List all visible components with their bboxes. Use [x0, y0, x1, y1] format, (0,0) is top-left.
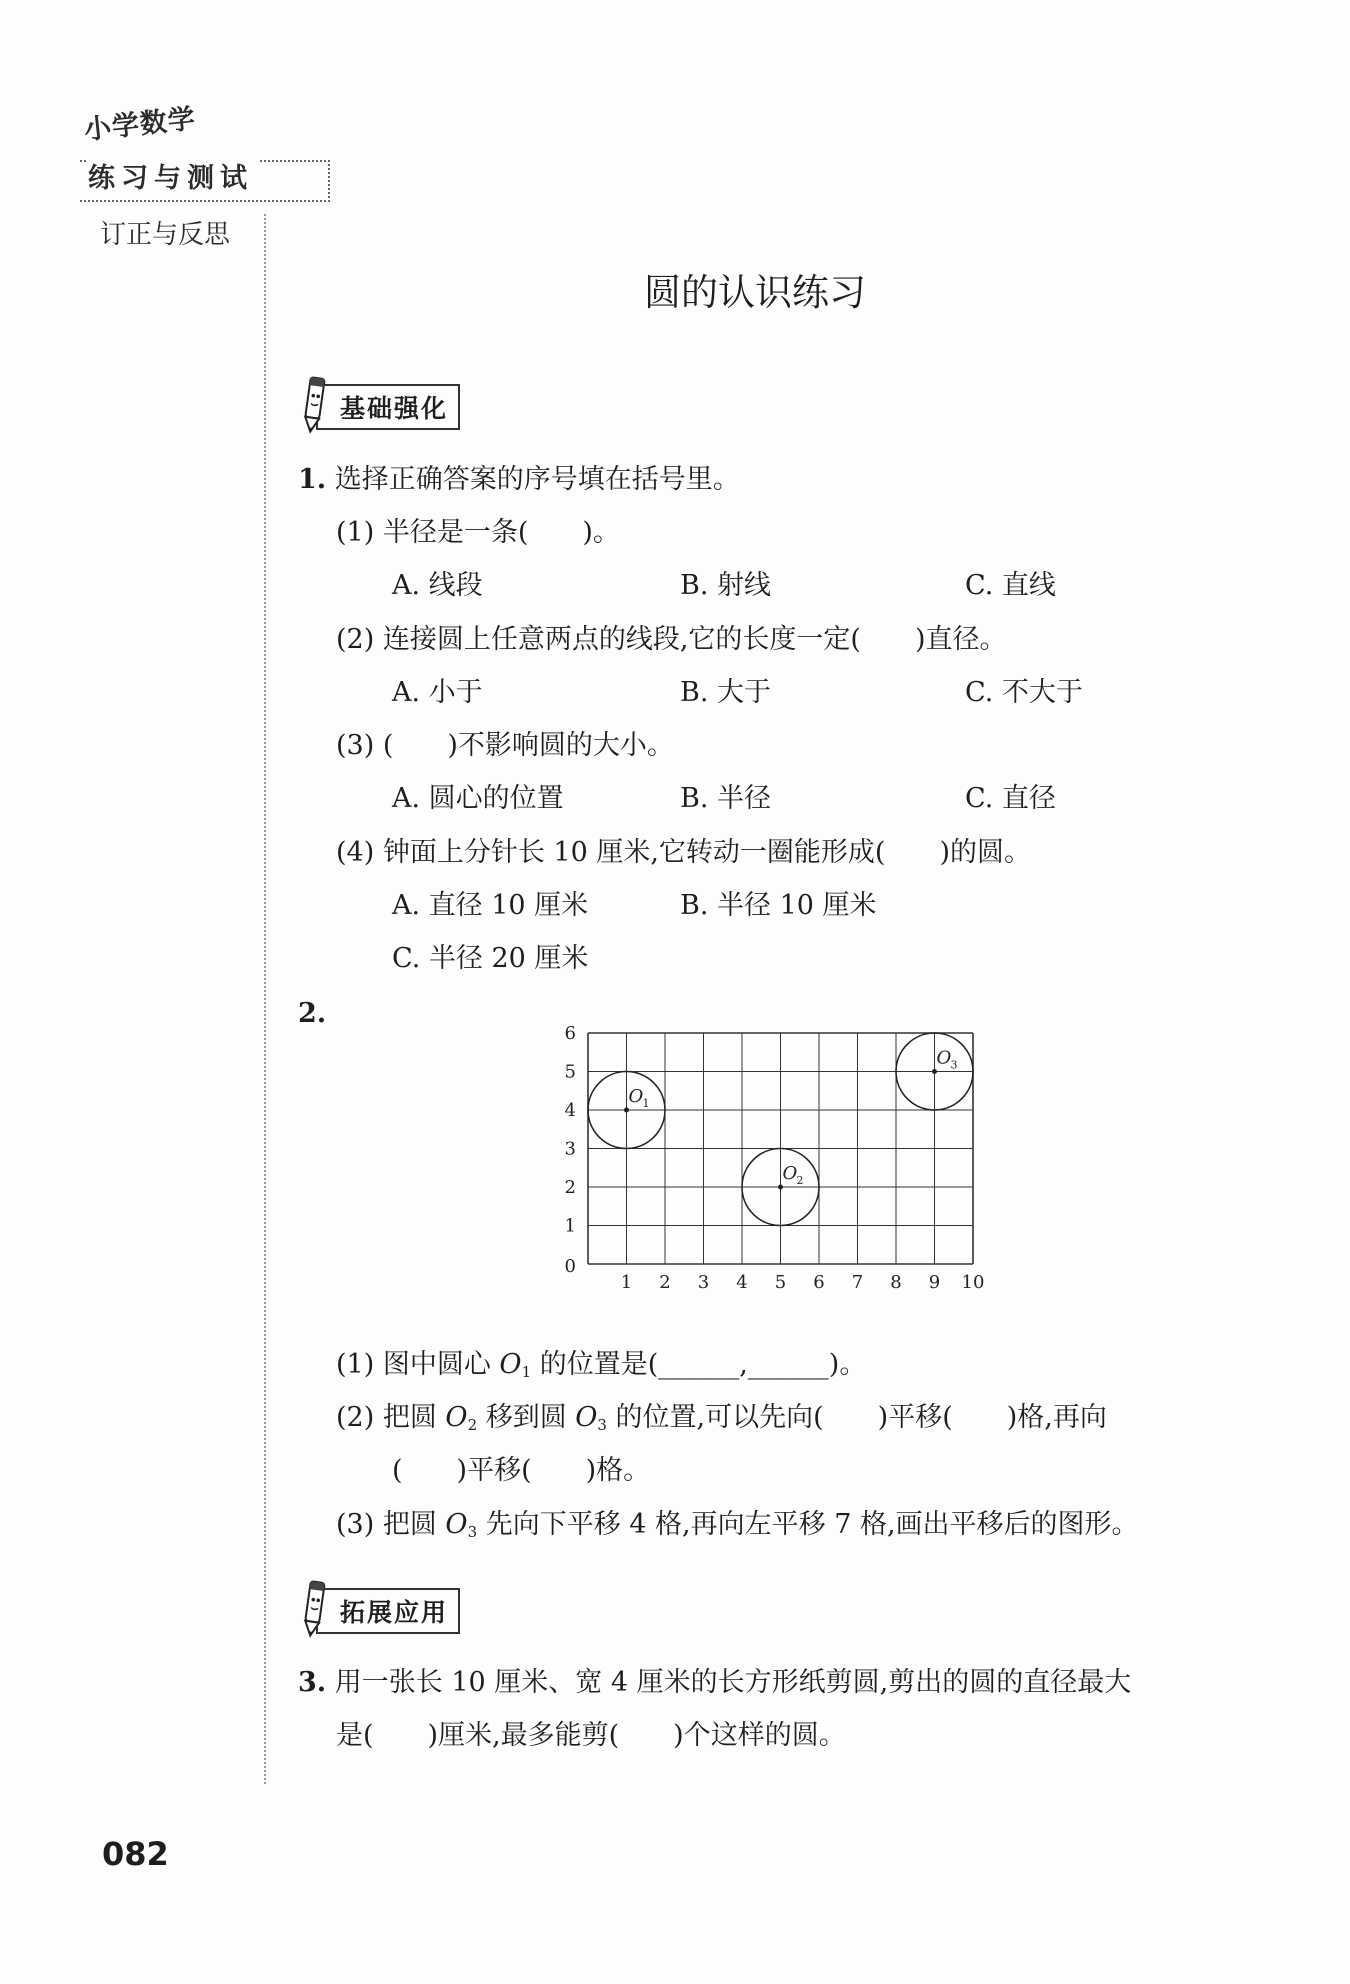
circle-label-subscript-1: 1: [642, 1097, 650, 1110]
q2-sub-1-text-b: 的位置是(______,______)。: [531, 1349, 867, 1380]
question-number: 2.: [298, 998, 327, 1029]
page-number: 082: [102, 1835, 169, 1873]
question-number: 1.: [298, 464, 327, 495]
y-tick-label: 3: [564, 1138, 576, 1160]
section-label-extend: 拓展应用: [316, 1588, 460, 1634]
q2-sub-2-subscript-b: 3: [597, 1416, 607, 1434]
x-tick-label: 1: [620, 1272, 633, 1293]
q1-item-2-option-a: A. 小于: [392, 677, 483, 708]
q2-sub-1: [336, 1347, 866, 1390]
circle-label-2: O: [782, 1163, 798, 1184]
page-title: 圆的认识练习: [644, 271, 866, 314]
coordinate-grid: [560, 1012, 1000, 1312]
q2-sub-2-text-a: (2) 把圆: [336, 1402, 446, 1433]
x-tick-label: 8: [890, 1272, 902, 1293]
margin-note-label: 订正与反思: [100, 220, 231, 250]
q2-sub-2-subscript-a: 2: [467, 1416, 478, 1434]
question-number: 3.: [298, 1667, 327, 1698]
y-tick-label: 1: [564, 1215, 576, 1237]
y-tick-label: 0: [564, 1256, 576, 1277]
q1-item-1-option-a: A. 线段: [392, 570, 483, 601]
q2-sub-3-text-a: (3) 把圆: [336, 1509, 446, 1540]
q1-item-4-option-c: C. 半径 20 厘米: [392, 943, 589, 974]
q1-item-2-option-b: B. 大于: [680, 677, 772, 708]
q2-sub-3-text-b: 先向下平移 4 格,再向左平移 7 格,画出平移后的图形。: [477, 1509, 1139, 1540]
brand-subtitle: 练习与测试: [88, 156, 259, 195]
q2-sub-2-symbol-b: O: [575, 1402, 598, 1433]
x-tick-label: 4: [736, 1272, 748, 1293]
question-2-number: [298, 996, 326, 1032]
q2-sub-3: [336, 1507, 1139, 1550]
q2-sub-2: [336, 1400, 1107, 1443]
q1-item-2-option-c: C. 不大于: [965, 677, 1083, 708]
q2-sub-2-symbol-a: O: [445, 1402, 468, 1433]
q1-item-2-stem: (2) 连接圆上任意两点的线段,它的长度一定( )直径。: [336, 624, 1007, 655]
q2-sub-2-text-c: 的位置,可以先向( )平移( )格,再向: [606, 1402, 1107, 1433]
q1-item-1-option-c: C. 直线: [965, 570, 1056, 601]
circle-label-subscript-3: 3: [950, 1058, 958, 1072]
q2-sub-1-text-a: (1) 图中圆心: [336, 1349, 500, 1380]
x-tick-label: 10: [961, 1272, 985, 1293]
margin-divider: [264, 214, 266, 1784]
q2-sub-3-symbol: O: [445, 1509, 468, 1540]
y-tick-label: 6: [564, 1023, 576, 1044]
circle-center-3: [932, 1069, 937, 1074]
section-label-basic: 基础强化: [316, 384, 460, 430]
q1-item-4-option-b: B. 半径 10 厘米: [680, 890, 877, 921]
q2-sub-1-symbol: O: [499, 1349, 522, 1380]
circle-label-1: O: [628, 1086, 644, 1107]
x-tick-label: 5: [774, 1272, 787, 1293]
grid-svg: [560, 1012, 1000, 1312]
x-tick-label: 3: [697, 1272, 710, 1293]
q1-item-4-option-a: A. 直径 10 厘米: [392, 890, 589, 921]
x-tick-label: 6: [813, 1272, 825, 1293]
y-tick-label: 5: [564, 1061, 576, 1083]
question-3-line-2: 是( )厘米,最多能剪( )个这样的圆。: [336, 1720, 846, 1751]
question-3-text: 用一张长 10 厘米、宽 4 厘米的长方形纸剪圆,剪出的圆的直径最大: [334, 1667, 1132, 1698]
q1-item-3-stem: (3) ( )不影响圆的大小。: [336, 730, 674, 761]
q2-sub-2-line-2: ( )平移( )格。: [392, 1455, 651, 1486]
circle-label-subscript-2: 2: [796, 1174, 804, 1187]
q1-item-4-stem: (4) 钟面上分针长 10 厘米,它转动一圈能形成( )的圆。: [336, 837, 1031, 868]
q1-item-3-option-a: A. 圆心的位置: [392, 783, 564, 814]
q1-item-1-stem: (1) 半径是一条( )。: [336, 517, 620, 548]
q2-sub-1-subscript: 1: [521, 1363, 532, 1381]
q2-sub-2-text-b: 移到圆: [477, 1402, 576, 1433]
x-tick-label: 9: [928, 1272, 941, 1293]
question-1-stem: [298, 462, 740, 498]
q1-item-3-option-c: C. 直径: [965, 783, 1056, 814]
circle-center-1: [624, 1108, 629, 1113]
q1-item-1-option-b: B. 射线: [680, 570, 772, 601]
circle-center-2: [778, 1185, 783, 1190]
pencil-icon: [300, 374, 330, 436]
x-tick-label: 2: [659, 1272, 671, 1293]
section-header-extend: [300, 1578, 460, 1640]
brand-title: 小学数学: [82, 103, 198, 147]
circle-label-3: O: [936, 1047, 952, 1069]
x-tick-label: 7: [851, 1272, 864, 1293]
y-tick-label: 2: [564, 1177, 576, 1198]
q1-item-3-option-b: B. 半径: [680, 783, 772, 814]
question-text: 选择正确答案的序号填在括号里。: [334, 464, 740, 495]
section-header-basic: [300, 374, 460, 436]
pencil-icon: [300, 1578, 330, 1640]
q2-sub-3-subscript: 3: [467, 1523, 478, 1541]
y-tick-label: 4: [564, 1100, 576, 1121]
question-3-line-1: [298, 1665, 1131, 1701]
